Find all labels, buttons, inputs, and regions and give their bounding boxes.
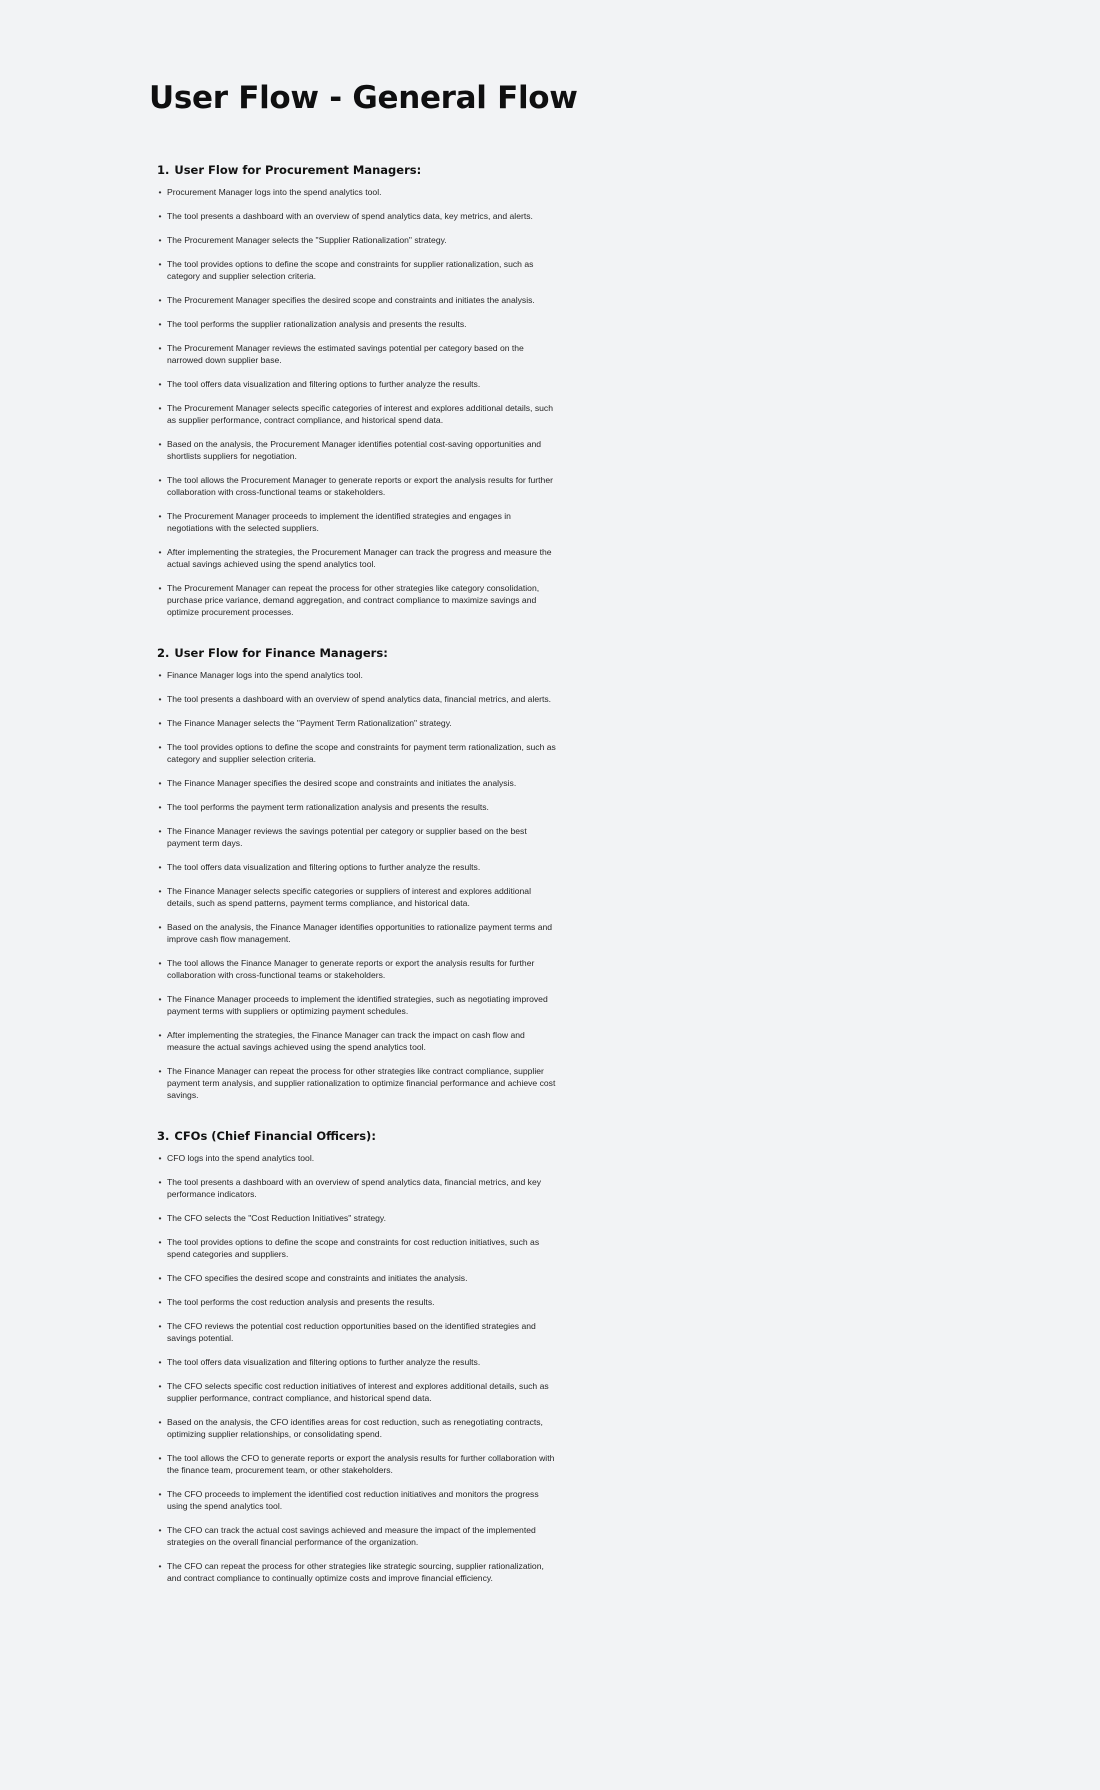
bullet-icon: • [158, 1213, 162, 1223]
list-item [157, 717, 557, 729]
list-item-text: The tool performs the payment term rationalization analysis and presents the results. [167, 802, 489, 812]
bullet-icon: • [158, 1417, 162, 1427]
list-item [157, 1296, 557, 1308]
list-item [157, 438, 557, 462]
bullet-icon: • [158, 886, 162, 896]
bullet-icon: • [158, 1237, 162, 1247]
list-item-text: Based on the analysis, the CFO identifies areas for cost reduction, such as renegotiating contracts, optimizing supplier relationships, or consolidating spend. [167, 1417, 543, 1439]
list-item-text: The tool provides options to define the scope and constraints for cost reduction initiatives, such as spend categories and suppliers. [167, 1237, 540, 1259]
bullet-icon: • [158, 958, 162, 968]
list-item [157, 1152, 557, 1164]
list-item [157, 378, 557, 390]
bullet-icon: • [158, 511, 162, 521]
list-item [157, 1452, 557, 1476]
bullet-icon: • [158, 1525, 162, 1535]
list-item-text: The Finance Manager specifies the desired scope and constraints and initiates the analysis. [167, 778, 517, 788]
bullet-icon: • [158, 742, 162, 752]
list-item [157, 777, 557, 789]
list-item-text: The Finance Manager proceeds to implement the identified strategies, such as negotiating improved payment terms with suppliers or optimizing payment schedules. [167, 994, 548, 1016]
list-item-text: Based on the analysis, the Finance Manager identifies opportunities to rationalize payment terms and improve cash flow management. [167, 922, 553, 944]
section-title: User Flow for Procurement Managers: [174, 163, 422, 177]
list-item-text: The tool presents a dashboard with an overview of spend analytics data, financial metrics, and key performance indicators. [167, 1177, 542, 1199]
list-item [157, 693, 557, 705]
list-item [157, 957, 557, 981]
bullet-icon: • [158, 1381, 162, 1391]
list-item [157, 1416, 557, 1440]
list-item-text: The tool performs the supplier rationalization analysis and presents the results. [167, 319, 467, 329]
list-item [157, 186, 557, 198]
list-item [157, 801, 557, 813]
bullet-icon: • [158, 1273, 162, 1283]
list-item-text: The tool offers data visualization and filtering options to further analyze the results. [167, 1357, 481, 1367]
bullet-icon: • [158, 343, 162, 353]
list-item-text: The Finance Manager can repeat the process for other strategies like contract compliance, supplier payment term analysis, and supplier rationalization to optimize financial performance and achieve cost savings. [167, 1066, 556, 1100]
list-item-text: The CFO specifies the desired scope and constraints and initiates the analysis. [167, 1273, 468, 1283]
bullet-icon: • [158, 994, 162, 1004]
list-item-text: The CFO can repeat the process for other strategies like strategic sourcing, supplier rationalization, and contract compliance to continually optimize costs and improve financial efficiency. [167, 1561, 544, 1583]
list-item-text: The CFO reviews the potential cost reduction opportunities based on the identified strategies and savings potential. [167, 1321, 536, 1343]
section-number: 2. [157, 646, 170, 660]
bullet-icon: • [158, 547, 162, 557]
list-item-text: The Finance Manager selects specific categories or suppliers of interest and explores additional details, such as spend patterns, payment terms compliance, and historical data. [167, 886, 531, 908]
bullet-icon: • [158, 583, 162, 593]
bullet-icon: • [158, 778, 162, 788]
list-item-text: The CFO selects specific cost reduction initiatives of interest and explores additional details, such as supplier performance, contract compliance, and historical spend data. [167, 1381, 549, 1403]
bullet-icon: • [158, 295, 162, 305]
list-item [157, 1356, 557, 1368]
list-item-text: The Procurement Manager proceeds to implement the identified strategies and engages in negotiations with the selected suppliers. [167, 511, 511, 533]
bullet-icon: • [158, 187, 162, 197]
list-item [157, 1488, 557, 1512]
list-item [157, 210, 557, 222]
list-item [157, 993, 557, 1017]
bullet-icon: • [158, 211, 162, 221]
list-item-text: The tool provides options to define the scope and constraints for supplier rationalization, such as category and supplier selection criteria. [167, 259, 534, 281]
list-item [157, 1524, 557, 1548]
bullet-icon: • [158, 922, 162, 932]
list-item-text: The tool allows the CFO to generate reports or export the analysis results for further collaboration with the finance team, procurement team, or other stakeholders. [167, 1453, 555, 1475]
list-item-text: The Finance Manager reviews the savings potential per category or supplier based on the best payment term days. [167, 826, 527, 848]
bullet-icon: • [158, 475, 162, 485]
list-item-text: Finance Manager logs into the spend analytics tool. [167, 670, 363, 680]
list-item [157, 474, 557, 498]
list-item [157, 1065, 557, 1101]
bullet-icon: • [158, 259, 162, 269]
list-item [157, 669, 557, 681]
list-item [157, 510, 557, 534]
bullet-icon: • [158, 403, 162, 413]
list-item [157, 1236, 557, 1260]
bullet-icon: • [158, 1030, 162, 1040]
bullet-icon: • [158, 826, 162, 836]
section-finance-managers [157, 645, 557, 1101]
section-heading [157, 162, 557, 178]
list-item-text: The tool provides options to define the scope and constraints for payment term rationalization, such as category and supplier selection criteria. [167, 742, 556, 764]
list-item-text: The tool offers data visualization and filtering options to further analyze the results. [167, 862, 481, 872]
bullet-icon: • [158, 1561, 162, 1571]
bullet-icon: • [158, 1066, 162, 1076]
list-item [157, 342, 557, 366]
list-item-text: The CFO proceeds to implement the identified cost reduction initiatives and monitors the progress using the spend analytics tool. [167, 1489, 539, 1511]
list-item [157, 258, 557, 282]
list-item-text: The tool presents a dashboard with an overview of spend analytics data, financial metrics, and alerts. [167, 694, 552, 704]
list-item-text: The Procurement Manager reviews the estimated savings potential per category based on the narrowed down supplier base. [167, 343, 524, 365]
list-item [157, 825, 557, 849]
list-item [157, 1176, 557, 1200]
list-item [157, 234, 557, 246]
bullet-icon: • [158, 694, 162, 704]
list-item [157, 921, 557, 945]
list-item-text: After implementing the strategies, the Finance Manager can track the impact on cash flow and measure the actual savings achieved using the spend analytics tool. [167, 1030, 525, 1052]
list-item-text: The tool allows the Finance Manager to generate reports or export the analysis results for further collaboration with cross-functional teams or stakeholders. [167, 958, 535, 980]
list-item [157, 1212, 557, 1224]
list-item [157, 861, 557, 873]
bullet-icon: • [158, 1177, 162, 1187]
list-item-text: The Procurement Manager specifies the desired scope and constraints and initiates the analysis. [167, 295, 535, 305]
list-item [157, 582, 557, 618]
list-item [157, 1320, 557, 1344]
bullet-icon: • [158, 670, 162, 680]
list-item [157, 402, 557, 426]
section-procurement-managers [157, 162, 557, 618]
bullet-icon: • [158, 1357, 162, 1367]
list-item [157, 318, 557, 330]
section-heading [157, 645, 557, 661]
list-item [157, 1272, 557, 1284]
bullet-icon: • [158, 1297, 162, 1307]
bullet-list [157, 1152, 557, 1584]
list-item-text: The Finance Manager selects the "Payment Term Rationalization" strategy. [167, 718, 452, 728]
bullet-list [157, 669, 557, 1101]
bullet-icon: • [158, 235, 162, 245]
bullet-icon: • [158, 1321, 162, 1331]
list-item [157, 294, 557, 306]
page-title: User Flow - General Flow [149, 80, 578, 116]
list-item-text: The tool offers data visualization and filtering options to further analyze the results. [167, 379, 481, 389]
bullet-icon: • [158, 862, 162, 872]
bullet-icon: • [158, 1153, 162, 1163]
bullet-icon: • [158, 319, 162, 329]
section-heading [157, 1128, 557, 1144]
list-item-text: The Procurement Manager selects the "Supplier Rationalization" strategy. [167, 235, 447, 245]
bullet-icon: • [158, 802, 162, 812]
list-item-text: Procurement Manager logs into the spend analytics tool. [167, 187, 382, 197]
section-number: 1. [157, 163, 170, 177]
list-item [157, 1380, 557, 1404]
bullet-icon: • [158, 439, 162, 449]
bullet-icon: • [158, 1453, 162, 1463]
section-title: User Flow for Finance Managers: [174, 646, 388, 660]
list-item [157, 1029, 557, 1053]
section-number: 3. [157, 1129, 170, 1143]
list-item-text: After implementing the strategies, the Procurement Manager can track the progress and measure the actual savings achieved using the spend analytics tool. [167, 547, 552, 569]
bullet-icon: • [158, 1489, 162, 1499]
bullet-icon: • [158, 379, 162, 389]
list-item-text: CFO logs into the spend analytics tool. [167, 1153, 315, 1163]
bullet-list [157, 186, 557, 618]
list-item [157, 741, 557, 765]
section-cfos [157, 1128, 557, 1584]
list-item-text: Based on the analysis, the Procurement Manager identifies potential cost-saving opportunities and shortlists suppliers for negotiation. [167, 439, 542, 461]
list-item-text: The tool presents a dashboard with an overview of spend analytics data, key metrics, and alerts. [167, 211, 533, 221]
section-title: CFOs (Chief Financial Officers): [174, 1129, 376, 1143]
list-item-text: The CFO selects the "Cost Reduction Initiatives" strategy. [167, 1213, 386, 1223]
list-item-text: The tool performs the cost reduction analysis and presents the results. [167, 1297, 435, 1307]
list-item [157, 546, 557, 570]
list-item-text: The tool allows the Procurement Manager to generate reports or export the analysis results for further collaboration with cross-functional teams or stakeholders. [167, 475, 553, 497]
list-item-text: The Procurement Manager can repeat the process for other strategies like category consolidation, purchase price variance, demand aggregation, and contract compliance to maximize savings and optimize procurement processes. [167, 583, 540, 617]
list-item [157, 885, 557, 909]
list-item-text: The Procurement Manager selects specific categories of interest and explores additional details, such as supplier performance, contract compliance, and historical spend data. [167, 403, 553, 425]
list-item [157, 1560, 557, 1584]
list-item-text: The CFO can track the actual cost savings achieved and measure the impact of the implemented strategies on the overall financial performance of the organization. [167, 1525, 536, 1547]
bullet-icon: • [158, 718, 162, 728]
